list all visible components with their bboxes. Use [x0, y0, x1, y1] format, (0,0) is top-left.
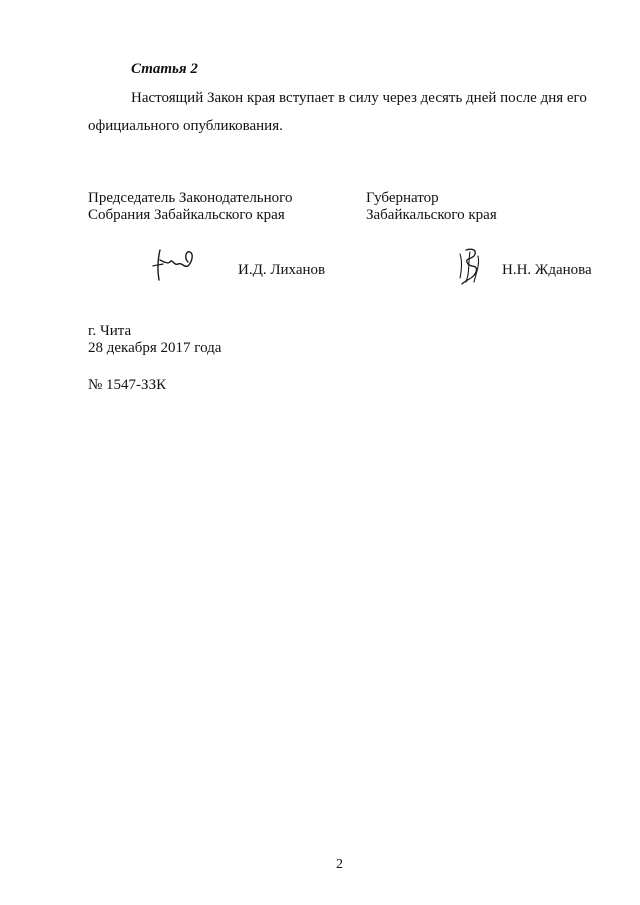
chairman-name: И.Д. Лиханов: [238, 262, 326, 278]
article-text-line-1: Настоящий Закон края вступает в силу через десять дней после дня его: [131, 90, 587, 106]
governor-title: [366, 190, 497, 224]
article-text-line-2: официального опубликования.: [88, 118, 283, 134]
place-and-date: [88, 323, 221, 357]
chairman-title-line-2: Собрания Забайкальского края: [88, 207, 285, 223]
article-heading: Статья 2: [131, 61, 198, 77]
governor-signature: [452, 246, 492, 286]
page-number: 2: [336, 857, 343, 872]
governor-title-line-1: Губернатор: [366, 190, 439, 206]
city: г. Чита: [88, 323, 132, 339]
governor-title-line-2: Забайкальского края: [366, 207, 497, 223]
date: 28 декабря 2017 года: [88, 340, 222, 356]
governor-name: Н.Н. Жданова: [502, 262, 592, 278]
chairman-signature: [150, 248, 200, 282]
document-number: № 1547-ЗЗК: [88, 377, 167, 393]
chairman-title: [88, 190, 292, 224]
chairman-title-line-1: Председатель Законодательного: [88, 190, 293, 206]
